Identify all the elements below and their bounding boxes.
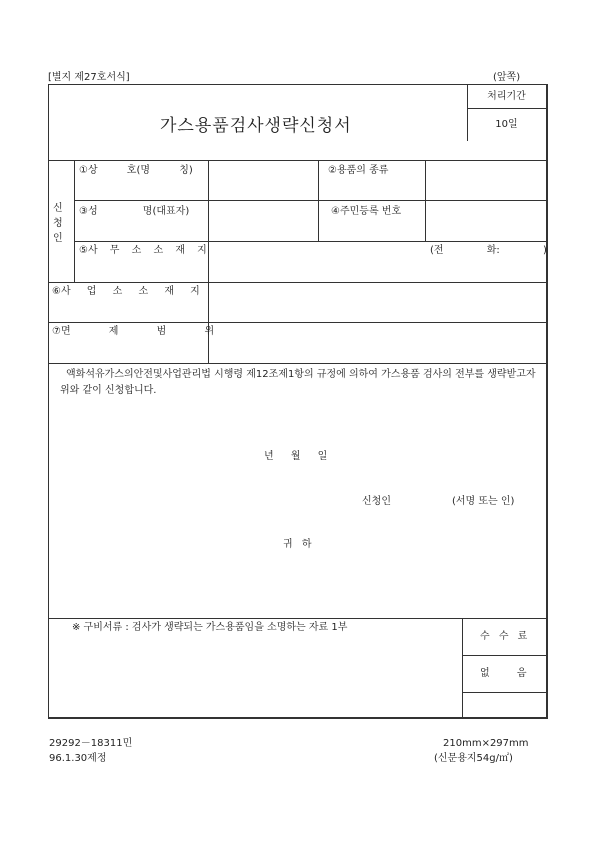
fee-label: 수 수 료 <box>480 631 528 642</box>
license-scope-field[interactable] <box>209 323 545 362</box>
applicant-label-1: 신 <box>53 203 63 214</box>
attachments-note: ※ 구비서류 : 검사가 생략되는 가스용품임을 소명하는 자료 1부 <box>72 622 348 633</box>
representative-label: ③성 명(대표자) <box>79 206 190 217</box>
company-name-field[interactable] <box>209 161 317 199</box>
application-statement: 액화석유가스의안전및사업관리법 시행령 제12조제1항의 규정에 의하여 가스용품 검사의 전부를 생략받고자 위와 같이 신청합니다. <box>60 369 536 396</box>
company-name-label: ①상 호(명 칭) <box>79 165 193 176</box>
processing-period-label: 처리기간 <box>487 91 526 102</box>
business-address-field[interactable] <box>209 283 545 321</box>
product-type-field[interactable] <box>426 161 545 199</box>
license-scope-label: ⑦면 제 범 위 <box>52 326 215 337</box>
signature-field[interactable]: (서명 또는 인) <box>452 496 515 507</box>
page-side-label: (앞쪽) <box>493 72 521 83</box>
signer-label: 신청인 <box>362 496 391 507</box>
phone-label: (전 화: ) <box>430 245 547 256</box>
form-number: [별지 제27호서식] <box>48 72 130 83</box>
fee-value: 없 음 <box>480 668 527 679</box>
resident-number-label: ④주민등록 번호 <box>331 206 402 217</box>
form-title: 가스용품검사생략신청서 <box>160 116 352 136</box>
processing-period-value: 10일 <box>495 119 518 130</box>
paper-size: 210mm×297mm <box>443 738 529 749</box>
office-address-label: ⑤사 무 소 소 재 지 <box>79 245 207 256</box>
business-address-label: ⑥사 업 소 소 재 지 <box>52 286 200 297</box>
product-type-label: ②용품의 종류 <box>328 165 389 176</box>
date-line: 년 월 일 <box>264 451 328 462</box>
representative-field[interactable] <box>209 201 317 240</box>
resident-number-field[interactable] <box>426 201 545 240</box>
form-code: 29292－18311민 <box>49 738 133 749</box>
applicant-label-2: 청 <box>53 218 63 229</box>
paper-type: (신문용지54g/㎡) <box>434 753 513 764</box>
applicant-label-3: 인 <box>53 233 63 244</box>
enactment-date: 96.1.30제정 <box>49 753 107 764</box>
addressee-line: 귀 하 <box>283 539 312 550</box>
